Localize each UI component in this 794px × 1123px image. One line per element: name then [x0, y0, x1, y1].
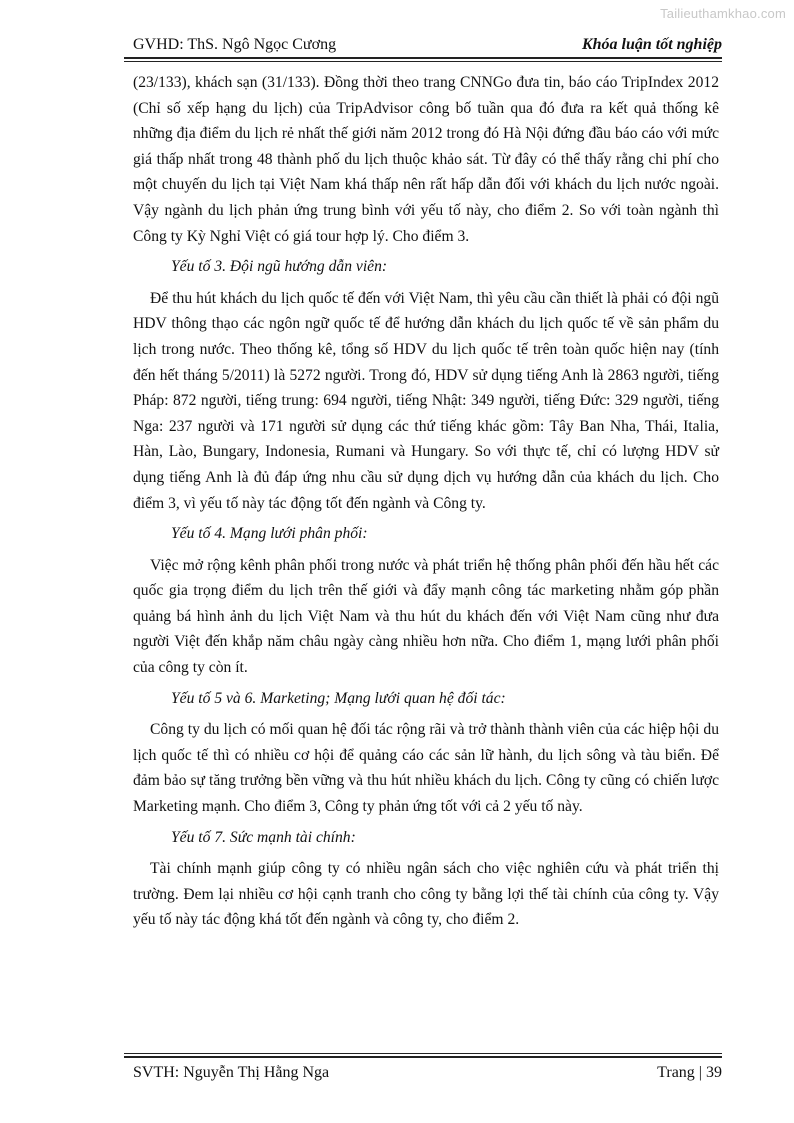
- heading-factor-4: Yếu tố 4. Mạng lưới phân phối:: [171, 525, 368, 543]
- footer-divider: [124, 1053, 722, 1058]
- paragraph-factor-5-6: Công ty du lịch có mối quan hệ đối tác rộng rãi và trở thành thành viên của các hiệp hội du lịch quốc tế thì có nhiều cơ hội để quảng cáo các sản lữ hành, du lịch sông và tàu biển. Để đảm bảo sự tăng trưởng bền vững và thu hút nhiều khách du lịch. Công ty cũng có chiến lược Marketing mạnh. Cho điểm 3, Công ty phản ứng tốt với cả 2 yếu tố này.: [133, 721, 719, 816]
- header-document-type: Khóa luận tốt nghiệp: [581, 36, 722, 53]
- page-number: Trang | 39: [657, 1064, 722, 1081]
- header-advisor: GVHD: ThS. Ngô Ngọc Cương: [133, 36, 337, 53]
- heading-factor-3: Yếu tố 3. Đội ngũ hướng dẫn viên:: [171, 258, 388, 276]
- paragraph-continuation: (23/133), khách sạn (31/133). Đồng thời theo trang CNNGo đưa tin, báo cáo TripIndex 2012 (Chỉ số xếp hạng du lịch) của TripAdvisor công bố tuần qua đó đưa ra kết quả thống kê những địa điểm du lịch rẻ nhất thế giới năm 2012 trong đó Hà Nội đứng đầu báo cáo với mức giá thấp nhất trong 48 thành phố du lịch thuộc khảo sát. Từ đây có thể thấy rằng chi phí cho một chuyến du lịch tại Việt Nam khá thấp nên rất hấp dẫn đối với khách du lịch nước ngoài. Vậy ngành du lịch phản ứng trung bình với yếu tố này, cho điểm 2. So với toàn ngành thì Công ty Kỳ Nghỉ Việt có giá tour hợp lý. Cho điểm 3.: [133, 74, 719, 245]
- page-header: [133, 30, 722, 54]
- footer-author: SVTH: Nguyễn Thị Hằng Nga: [133, 1064, 330, 1081]
- paragraph-factor-4: Việc mở rộng kênh phân phối trong nước và phát triển hệ thống phân phối đến hầu hết các quốc gia trọng điểm du lịch trên thế giới và đẩy mạnh công tác marketing nhằm góp phần quảng bá hình ảnh du lịch Việt Nam và thu hút du khách đến với Việt Nam cũng như đưa người Việt đến khắp năm châu ngày càng nhiều hơn nữa. Cho điểm 1, mạng lưới phân phối của công ty còn ít.: [133, 556, 719, 677]
- page-body: [133, 70, 719, 938]
- paragraph-factor-3: Để thu hút khách du lịch quốc tế đến với Việt Nam, thì yêu cầu cần thiết là phải có đội ngũ HDV thông thạo các ngôn ngữ quốc tế để hướng dẫn khách du lịch quốc tế về sản phẩm du lịch trong nước. Theo thống kê, tổng số HDV du lịch quốc tế trên toàn quốc hiện nay (tính đến hết tháng 5/2011) là 5272 người. Trong đó, HDV sử dụng tiếng Anh là 2863 người, tiếng Pháp: 872 người, tiếng trung: 694 người, tiếng Nhật: 349 người, tiếng Đức: 329 người, tiếng Nga: 237 người và 171 người sử dụng các thứ tiếng khác gồm: Tây Ban Nha, Thái, Italia, Hàn, Lào, Bungary, Indonesia, Rumani và Hungary. So với thực tế, chỉ có lượng HDV sử dụng tiếng Anh là đủ đáp ứng nhu cầu sử dụng dịch vụ hướng dẫn của khách du lịch. Cho điểm 3, vì yếu tố này tác động tốt đến ngành và Công ty.: [133, 289, 719, 512]
- page-footer: [133, 1064, 722, 1082]
- header-divider: [124, 57, 722, 62]
- watermark: Tailieuthamkhao.com: [660, 6, 786, 21]
- heading-factor-5-6: Yếu tố 5 và 6. Marketing; Mạng lưới quan hệ đối tác:: [171, 689, 506, 707]
- heading-factor-7: Yếu tố 7. Sức mạnh tài chính:: [171, 828, 356, 846]
- paragraph-factor-7: Tài chính mạnh giúp công ty có nhiều ngân sách cho việc nghiên cứu và phát triển thị trường. Đem lại nhiều cơ hội cạnh tranh cho công ty bằng lợi thế tài chính của công ty. Vậy yếu tố này tác động khá tốt đến ngành và công ty, cho điểm 2.: [133, 860, 719, 929]
